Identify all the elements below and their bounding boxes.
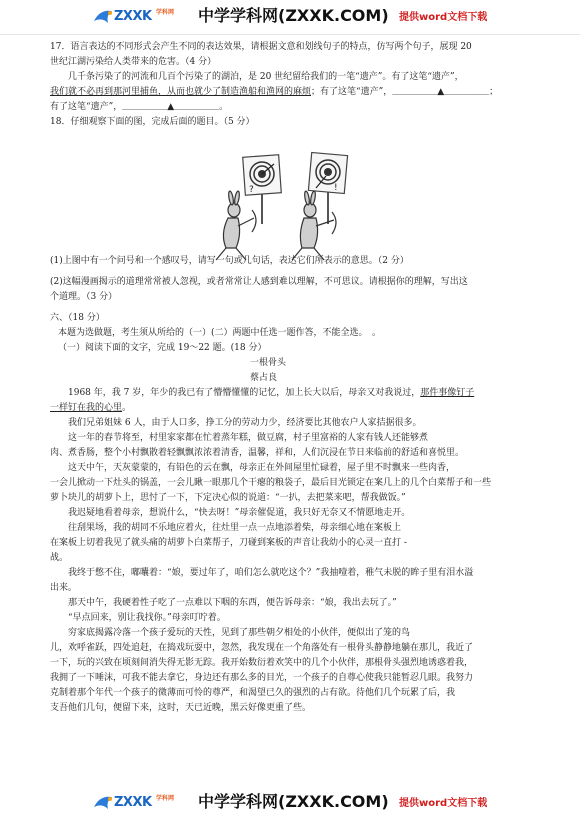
q17-line4 [50,85,540,100]
article-line: 那天中午，我硬着性子吃了一点难以下咽的东西，便告诉母亲：“娘，我出去玩了。” [68,598,397,608]
article-line: 一下，玩的兴致在顷刻间消失得无影无踪。我开始数衍着欢笑中的几个小伙伴，那根骨头强烈地诱惑着我， [50,658,474,668]
q17-underlined-sentence: 我们就不必再到那河里捕鱼，从而也就少了制造渔船和渔网的麻烦 [50,87,312,97]
footer-logo-tag: 学科网 [156,795,175,802]
article-para1-cont [50,401,540,416]
article-line: 萝卜块儿的胡萝卜上，思忖了一下，下定决心似的说道：“一扒，去把菜来吧，帮我做饭。” [50,493,406,503]
article-line: 在案板上切着我见了就头痛的胡萝卜白菜帮子，刀碰到案板的声音让我幼小的心灵一直打 - [50,538,407,548]
site-name: 中学学科网(ZXXK.COM) [198,6,389,25]
q17-line4-rest: ；有了这笔“遗产”，＿＿＿＿＿▲＿＿＿＿＿； [311,87,499,97]
article-line: 出来。 [50,583,78,593]
section6-intro: 本题为选做题，考生须从所给的（一）(二）两题中任选一题作答，不能全选。 。 [58,328,382,338]
para1-end: 。 [122,403,132,413]
page-header [0,0,580,35]
article-line: 我们兄弟姐妹 6 人，由于人口多，挣工分的劳动力少，经济要比其他农户人家拮据很多。 [68,418,422,428]
q18-line1: 18．仔细观察下面的图，完成后面的题目。（5 分） [50,117,255,127]
footer-download-link[interactable]: 提供word文档下载 [399,798,488,809]
section6-part1: （一）阅读下面的文字，完成 19～22 题。(18 分） [58,343,267,353]
article-line: 穷家底揭露冷落一个孩子爱玩的天性，见到了那些朝夕相处的小伙伴，便似出了笼的鸟 [68,628,411,638]
logo-text: ZXXK [114,9,152,24]
footer-logo-text: ZXXK [114,795,152,810]
question-mark: ? [249,185,254,195]
q17-line3: 几千条污染了的河流和几百个污染了的湖泊，是 20 世纪留给我们的一笔“遗产”。有了这笔“遗产”， [68,72,464,82]
left-rabbit-icon [216,191,256,260]
article-title: 一根骨头 [250,358,287,368]
para1-underline-1: 那件事像钉子 [420,388,475,398]
article-line: 这一年的春节将至，村里家家都在忙着蒸年糕，做豆腐，村子里富裕的人家有钱人还能够煮 [68,433,429,443]
footer-site-name: 中学学科网(ZXXK.COM) [198,792,389,811]
logo-tag: 学科网 [156,9,175,16]
article-line: 儿，欢呼雀跃，四处追赶，在捣戏玩耍中，忽然，我发现在一个角落处有一根骨头静静地躺在那儿，我近了 [50,643,474,653]
article-line: 支吾他们几句，便留下来，这时，天已近晚，黑云好像更重了些。 [50,703,312,713]
q18-sub2-line2: 个道理。（3 分） [50,292,118,302]
document-body [50,40,540,716]
q17-line2: 世纪江湖污染给人类带来的危害。（4 分） [50,57,217,67]
para1-text: 1968 年，我 7 岁，年少的我已有了懵懵懂懂的记忆，加上长大以后，母亲又对我说过， [68,388,421,398]
download-link[interactable]: 提供word文档下载 [399,12,488,23]
cartoon-figure [200,148,380,268]
para1-underline-2: 一样钉在我的心里 [50,403,123,413]
q17-line5: 有了这笔“遗产”，＿＿＿＿＿▲＿＿＿＿＿。 [50,102,229,112]
section6-heading: 六、（18 分） [50,313,105,323]
article-line: 我拥了一下唾沫，可我不能去拿它，身边还有那么多的目光，一个孩子的自尊心使我只能暂忍几眼。我努力 [50,673,474,683]
article-line: 肉、煮香肠，整个小村飘散着轻飘飘浓浓着清香，温馨，祥和，人们沉浸在节日来临前的舒适和喜悦里。 [50,448,465,458]
exclaim-mark: ! [334,183,338,193]
left-target-icon [243,155,282,224]
q17-line1: 17．语言表达的不同形式会产生不同的表达效果，请根据文意和划线句子的特点，仿写两个句子，展现 20 [50,42,472,52]
q18-sub2-line1: (2)这幅漫画揭示的道理常常被人忽视，或者常常让人感到难以理解，不可思议。请根据你的理解，写出这 [50,277,468,287]
article-line: 往刮果场，我的胡同不乐地应着火，往灶里一点一点地添着柴，母亲细心地在案板上 [68,523,402,533]
right-rabbit-icon [292,191,336,260]
footer-logo[interactable] [92,790,184,816]
q18-sub1: (1)上图中有一个问号和一个感叹号，请写一句或几句话，表达它们所表示的意思。（2 分） [50,256,409,266]
article-lines [50,416,540,716]
article-line: “早点回来，别让我找你。”母亲叮咛着。 [68,613,226,623]
article-author: 蔡占良 [250,373,278,383]
article-line: 我终于憋不住，嘟囔着：“娘，要过年了，咱们怎么就吃这个？”我抽噎着，稚气未脱的眸子里有泪水溢 [68,568,474,578]
footer-logo-bird-icon [92,791,116,815]
article-line: 战。 [50,553,69,563]
logo-bird-icon [92,5,116,29]
page-footer [0,786,580,820]
article-line: 克制着那个年代一个孩子的微薄而可怜的尊严，和渴望已久的强烈的占有欲。待他们几个玩累了后，我 [50,688,456,698]
article-line: 这天中午，天灰蒙蒙的，有铅色的云在飘，母亲正在外间屋里忙碌着，屋子里不时飘来一些肉香， [68,463,456,473]
article-para1 [50,386,540,401]
article-line: 一会儿掀动一下灶头的锅盖，一会儿瞅一眼那几个干瘪的粮袋子，最后目光锁定在案几上的几个白菜帮子和一些 [50,478,492,488]
article-line: 我迟疑地看着母亲，想说什么，“快去呀！”母亲催促道，我只好无奈又不情愿地走开。 [68,508,411,518]
site-logo[interactable] [92,4,184,30]
